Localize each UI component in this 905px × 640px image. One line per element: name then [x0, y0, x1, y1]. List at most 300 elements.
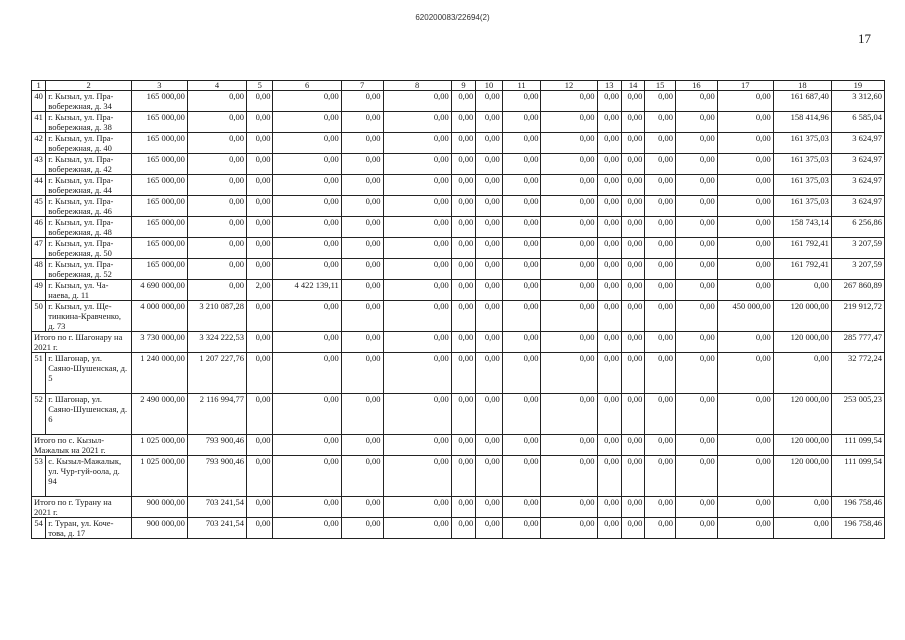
value-cell: 32 772,24: [831, 353, 884, 394]
value-cell: 0,00: [717, 91, 773, 112]
value-cell: 0,00: [341, 133, 383, 154]
value-cell: 0,00: [717, 196, 773, 217]
table-row: [32, 353, 885, 394]
value-cell: 0,00: [341, 259, 383, 280]
value-cell: 0,00: [187, 133, 246, 154]
value-cell: 0,00: [645, 91, 676, 112]
value-cell: 0,00: [273, 196, 341, 217]
value-cell: 0,00: [476, 175, 502, 196]
address-cell: г. Кызыл, ул. Пра-вобережная, д. 38: [46, 112, 132, 133]
value-cell: 0,00: [383, 456, 451, 497]
address-cell: с. Кызыл-Мажалык, ул. Чур-гуй-оола, д. 94: [46, 456, 132, 497]
value-cell: 0,00: [621, 259, 644, 280]
column-header: 3: [131, 81, 187, 91]
value-cell: 0,00: [717, 175, 773, 196]
value-cell: 1 240 000,00: [131, 353, 187, 394]
value-cell: 0,00: [717, 280, 773, 301]
value-cell: 0,00: [645, 196, 676, 217]
value-cell: 0,00: [187, 154, 246, 175]
column-header: 7: [341, 81, 383, 91]
value-cell: 0,00: [621, 133, 644, 154]
value-cell: 0,00: [247, 332, 273, 353]
value-cell: 1 025 000,00: [131, 456, 187, 497]
value-cell: 0,00: [273, 456, 341, 497]
value-cell: 6 256,86: [831, 217, 884, 238]
value-cell: 219 912,72: [831, 301, 884, 332]
value-cell: 0,00: [273, 217, 341, 238]
value-cell: 0,00: [383, 133, 451, 154]
value-cell: 0,00: [773, 353, 831, 394]
value-cell: 3 207,59: [831, 238, 884, 259]
row-number: 54: [32, 518, 46, 539]
value-cell: 0,00: [341, 217, 383, 238]
value-cell: 0,00: [273, 259, 341, 280]
value-cell: 0,00: [341, 332, 383, 353]
value-cell: 0,00: [597, 112, 621, 133]
value-cell: 111 099,54: [831, 435, 884, 456]
table-row: [32, 259, 885, 280]
value-cell: 0,00: [273, 238, 341, 259]
value-cell: 0,00: [717, 332, 773, 353]
column-header: 2: [46, 81, 132, 91]
value-cell: 0,00: [383, 91, 451, 112]
value-cell: 165 000,00: [131, 217, 187, 238]
value-cell: 0,00: [502, 196, 541, 217]
value-cell: 0,00: [621, 456, 644, 497]
value-cell: 0,00: [383, 259, 451, 280]
value-cell: 0,00: [675, 301, 717, 332]
value-cell: 0,00: [645, 280, 676, 301]
value-cell: 0,00: [717, 154, 773, 175]
value-cell: 0,00: [341, 497, 383, 518]
value-cell: 0,00: [541, 133, 597, 154]
value-cell: 0,00: [476, 154, 502, 175]
address-cell: г. Кызыл, ул. Ча-наева, д. 11: [46, 280, 132, 301]
value-cell: 0,00: [717, 435, 773, 456]
table-row: [32, 196, 885, 217]
value-cell: 0,00: [541, 332, 597, 353]
value-cell: 0,00: [502, 238, 541, 259]
value-cell: 0,00: [645, 238, 676, 259]
row-number: 43: [32, 154, 46, 175]
value-cell: 0,00: [247, 301, 273, 332]
row-number: 45: [32, 196, 46, 217]
value-cell: 161 375,03: [773, 175, 831, 196]
value-cell: 0,00: [621, 497, 644, 518]
value-cell: 0,00: [717, 259, 773, 280]
value-cell: 267 860,89: [831, 280, 884, 301]
value-cell: 0,00: [717, 112, 773, 133]
value-cell: 0,00: [187, 196, 246, 217]
value-cell: 450 000,00: [717, 301, 773, 332]
value-cell: 0,00: [476, 238, 502, 259]
value-cell: 0,00: [597, 91, 621, 112]
value-cell: 900 000,00: [131, 497, 187, 518]
value-cell: 0,00: [675, 154, 717, 175]
value-cell: 0,00: [597, 518, 621, 539]
value-cell: 0,00: [621, 332, 644, 353]
row-number: 44: [32, 175, 46, 196]
value-cell: 0,00: [476, 497, 502, 518]
value-cell: 0,00: [476, 133, 502, 154]
value-cell: 0,00: [273, 175, 341, 196]
column-header: 8: [383, 81, 451, 91]
value-cell: 0,00: [541, 91, 597, 112]
value-cell: 0,00: [541, 394, 597, 435]
value-cell: 0,00: [341, 238, 383, 259]
value-cell: 0,00: [541, 456, 597, 497]
value-cell: 0,00: [621, 217, 644, 238]
value-cell: 0,00: [451, 332, 475, 353]
value-cell: 0,00: [451, 394, 475, 435]
value-cell: 0,00: [383, 497, 451, 518]
value-cell: 196 758,46: [831, 497, 884, 518]
value-cell: 0,00: [476, 280, 502, 301]
value-cell: 165 000,00: [131, 91, 187, 112]
value-cell: 0,00: [247, 394, 273, 435]
value-cell: 120 000,00: [773, 301, 831, 332]
value-cell: 0,00: [383, 154, 451, 175]
value-cell: 0,00: [645, 353, 676, 394]
value-cell: 0,00: [451, 259, 475, 280]
value-cell: 120 000,00: [773, 435, 831, 456]
value-cell: 158 743,14: [773, 217, 831, 238]
value-cell: 161 375,03: [773, 196, 831, 217]
table-row: [32, 301, 885, 332]
total-label: Итого по г. Турану на 2021 г.: [32, 497, 132, 518]
value-cell: 0,00: [621, 91, 644, 112]
value-cell: 0,00: [645, 301, 676, 332]
value-cell: 793 900,46: [187, 456, 246, 497]
value-cell: 0,00: [597, 301, 621, 332]
value-cell: 0,00: [247, 217, 273, 238]
table-row: [32, 91, 885, 112]
value-cell: 0,00: [476, 518, 502, 539]
value-cell: 0,00: [476, 112, 502, 133]
column-header: 17: [717, 81, 773, 91]
value-cell: 0,00: [451, 112, 475, 133]
value-cell: 165 000,00: [131, 238, 187, 259]
value-cell: 0,00: [541, 353, 597, 394]
row-number: 53: [32, 456, 46, 497]
value-cell: 0,00: [476, 353, 502, 394]
value-cell: 0,00: [675, 259, 717, 280]
column-header: 5: [247, 81, 273, 91]
value-cell: 0,00: [597, 175, 621, 196]
table-row: [32, 238, 885, 259]
value-cell: 0,00: [273, 301, 341, 332]
value-cell: 0,00: [187, 217, 246, 238]
value-cell: 0,00: [645, 394, 676, 435]
value-cell: 253 005,23: [831, 394, 884, 435]
value-cell: 165 000,00: [131, 196, 187, 217]
value-cell: 0,00: [597, 280, 621, 301]
value-cell: 0,00: [597, 259, 621, 280]
value-cell: 161 792,41: [773, 238, 831, 259]
value-cell: 0,00: [773, 518, 831, 539]
value-cell: 703 241,54: [187, 518, 246, 539]
value-cell: 0,00: [383, 518, 451, 539]
column-header: 15: [645, 81, 676, 91]
value-cell: 0,00: [247, 112, 273, 133]
total-row: [32, 435, 885, 456]
table-row: [32, 175, 885, 196]
value-cell: 3 624,97: [831, 175, 884, 196]
column-header: 10: [476, 81, 502, 91]
address-cell: г. Кызыл, ул. Пра-вобережная, д. 48: [46, 217, 132, 238]
value-cell: 0,00: [247, 435, 273, 456]
value-cell: 0,00: [645, 518, 676, 539]
value-cell: 0,00: [273, 154, 341, 175]
value-cell: 0,00: [187, 280, 246, 301]
value-cell: 0,00: [675, 91, 717, 112]
value-cell: 900 000,00: [131, 518, 187, 539]
value-cell: 0,00: [502, 394, 541, 435]
table-row: [32, 133, 885, 154]
value-cell: 0,00: [187, 112, 246, 133]
value-cell: 0,00: [675, 280, 717, 301]
value-cell: 0,00: [773, 497, 831, 518]
value-cell: 0,00: [597, 196, 621, 217]
value-cell: 0,00: [675, 112, 717, 133]
column-header: 19: [831, 81, 884, 91]
value-cell: 0,00: [541, 518, 597, 539]
value-cell: 0,00: [541, 280, 597, 301]
value-cell: 0,00: [502, 175, 541, 196]
value-cell: 0,00: [645, 435, 676, 456]
value-cell: 0,00: [502, 217, 541, 238]
table-row: [32, 280, 885, 301]
value-cell: 0,00: [541, 497, 597, 518]
value-cell: 0,00: [597, 332, 621, 353]
value-cell: 2 116 994,77: [187, 394, 246, 435]
value-cell: 0,00: [247, 259, 273, 280]
document-id: 620200083/22694(2): [415, 13, 490, 22]
value-cell: 0,00: [451, 91, 475, 112]
value-cell: 0,00: [341, 518, 383, 539]
value-cell: 158 414,96: [773, 112, 831, 133]
value-cell: 0,00: [341, 196, 383, 217]
value-cell: 0,00: [476, 217, 502, 238]
value-cell: 0,00: [187, 238, 246, 259]
value-cell: 0,00: [597, 456, 621, 497]
value-cell: 0,00: [341, 175, 383, 196]
row-number: 40: [32, 91, 46, 112]
table-row: [32, 217, 885, 238]
row-number: 42: [32, 133, 46, 154]
address-cell: г. Туран, ул. Коче-това, д. 17: [46, 518, 132, 539]
address-cell: г. Кызыл, ул. Ще-тинкина-Кравченко, д. 73: [46, 301, 132, 332]
value-cell: 0,00: [675, 394, 717, 435]
value-cell: 0,00: [502, 301, 541, 332]
value-cell: 0,00: [383, 394, 451, 435]
value-cell: 0,00: [675, 332, 717, 353]
value-cell: 0,00: [597, 497, 621, 518]
value-cell: 3 324 222,53: [187, 332, 246, 353]
value-cell: 3 624,97: [831, 133, 884, 154]
address-cell: г. Кызыл, ул. Пра-вобережная, д. 46: [46, 196, 132, 217]
value-cell: 120 000,00: [773, 332, 831, 353]
total-label: Итого по г. Шагонару на 2021 г.: [32, 332, 132, 353]
value-cell: 0,00: [621, 112, 644, 133]
column-header: 13: [597, 81, 621, 91]
value-cell: 0,00: [717, 394, 773, 435]
value-cell: 0,00: [476, 301, 502, 332]
total-row: [32, 497, 885, 518]
value-cell: 0,00: [383, 301, 451, 332]
value-cell: 0,00: [541, 175, 597, 196]
value-cell: 0,00: [675, 196, 717, 217]
value-cell: 0,00: [451, 238, 475, 259]
value-cell: 0,00: [451, 456, 475, 497]
value-cell: 0,00: [597, 238, 621, 259]
address-cell: г. Кызыл, ул. Пра-вобережная, д. 52: [46, 259, 132, 280]
value-cell: 165 000,00: [131, 154, 187, 175]
value-cell: 3 312,60: [831, 91, 884, 112]
value-cell: 0,00: [476, 456, 502, 497]
value-cell: 0,00: [273, 394, 341, 435]
value-cell: 0,00: [597, 353, 621, 394]
value-cell: 0,00: [502, 91, 541, 112]
value-cell: 0,00: [273, 497, 341, 518]
value-cell: 0,00: [451, 175, 475, 196]
value-cell: 0,00: [717, 238, 773, 259]
value-cell: 0,00: [502, 518, 541, 539]
table-row: [32, 394, 885, 435]
value-cell: 0,00: [717, 133, 773, 154]
value-cell: 0,00: [675, 133, 717, 154]
value-cell: 0,00: [187, 91, 246, 112]
value-cell: 3 210 087,28: [187, 301, 246, 332]
value-cell: 0,00: [451, 435, 475, 456]
value-cell: 0,00: [597, 217, 621, 238]
value-cell: 0,00: [451, 217, 475, 238]
value-cell: 0,00: [717, 353, 773, 394]
value-cell: 161 792,41: [773, 259, 831, 280]
value-cell: 0,00: [341, 456, 383, 497]
row-number: 41: [32, 112, 46, 133]
value-cell: 0,00: [247, 196, 273, 217]
value-cell: 0,00: [383, 280, 451, 301]
value-cell: 0,00: [383, 175, 451, 196]
value-cell: 161 687,40: [773, 91, 831, 112]
value-cell: 703 241,54: [187, 497, 246, 518]
value-cell: 0,00: [476, 196, 502, 217]
row-number: 51: [32, 353, 46, 394]
column-header: 6: [273, 81, 341, 91]
value-cell: 0,00: [541, 301, 597, 332]
value-cell: 0,00: [645, 217, 676, 238]
value-cell: 0,00: [247, 175, 273, 196]
value-cell: 111 099,54: [831, 456, 884, 497]
value-cell: 0,00: [621, 238, 644, 259]
row-number: 49: [32, 280, 46, 301]
value-cell: 0,00: [675, 435, 717, 456]
value-cell: 0,00: [451, 133, 475, 154]
value-cell: 0,00: [383, 332, 451, 353]
value-cell: 3 730 000,00: [131, 332, 187, 353]
value-cell: 161 375,03: [773, 154, 831, 175]
value-cell: 0,00: [645, 175, 676, 196]
value-cell: 0,00: [645, 154, 676, 175]
value-cell: 0,00: [502, 154, 541, 175]
value-cell: 0,00: [502, 259, 541, 280]
value-cell: 0,00: [645, 332, 676, 353]
value-cell: 0,00: [341, 91, 383, 112]
column-header: 18: [773, 81, 831, 91]
value-cell: 165 000,00: [131, 259, 187, 280]
value-cell: 793 900,46: [187, 435, 246, 456]
value-cell: 0,00: [383, 238, 451, 259]
value-cell: 0,00: [341, 154, 383, 175]
address-cell: г. Кызыл, ул. Пра-вобережная, д. 34: [46, 91, 132, 112]
value-cell: 0,00: [247, 91, 273, 112]
value-cell: 0,00: [451, 301, 475, 332]
value-cell: 2,00: [247, 280, 273, 301]
value-cell: 0,00: [341, 112, 383, 133]
value-cell: 165 000,00: [131, 112, 187, 133]
value-cell: 0,00: [341, 280, 383, 301]
column-header: 12: [541, 81, 597, 91]
value-cell: 0,00: [645, 259, 676, 280]
value-cell: 0,00: [383, 435, 451, 456]
value-cell: 165 000,00: [131, 133, 187, 154]
value-cell: 0,00: [675, 518, 717, 539]
value-cell: 3 624,97: [831, 196, 884, 217]
value-cell: 4 690 000,00: [131, 280, 187, 301]
value-cell: 165 000,00: [131, 175, 187, 196]
value-cell: 0,00: [621, 518, 644, 539]
value-cell: 0,00: [597, 435, 621, 456]
column-header: 11: [502, 81, 541, 91]
value-cell: 0,00: [621, 301, 644, 332]
value-cell: 0,00: [621, 196, 644, 217]
value-cell: 0,00: [476, 91, 502, 112]
value-cell: 285 777,47: [831, 332, 884, 353]
value-cell: 0,00: [675, 353, 717, 394]
value-cell: 0,00: [451, 497, 475, 518]
value-cell: 0,00: [773, 280, 831, 301]
header-row: [32, 81, 885, 91]
value-cell: 0,00: [541, 196, 597, 217]
value-cell: 0,00: [541, 217, 597, 238]
value-cell: 0,00: [675, 175, 717, 196]
value-cell: 0,00: [451, 280, 475, 301]
value-cell: 0,00: [502, 353, 541, 394]
value-cell: 3 624,97: [831, 154, 884, 175]
value-cell: 1 207 227,76: [187, 353, 246, 394]
value-cell: 0,00: [645, 133, 676, 154]
table-row: [32, 112, 885, 133]
value-cell: 0,00: [273, 133, 341, 154]
data-table: [31, 80, 885, 539]
value-cell: 0,00: [502, 497, 541, 518]
value-cell: 0,00: [247, 154, 273, 175]
value-cell: 0,00: [621, 394, 644, 435]
value-cell: 0,00: [341, 394, 383, 435]
value-cell: 0,00: [247, 518, 273, 539]
value-cell: 0,00: [541, 112, 597, 133]
value-cell: 0,00: [247, 497, 273, 518]
value-cell: 0,00: [476, 332, 502, 353]
value-cell: 0,00: [383, 217, 451, 238]
value-cell: 0,00: [675, 456, 717, 497]
value-cell: 0,00: [451, 353, 475, 394]
value-cell: 0,00: [502, 456, 541, 497]
row-number: 50: [32, 301, 46, 332]
value-cell: 0,00: [675, 217, 717, 238]
value-cell: 0,00: [502, 332, 541, 353]
